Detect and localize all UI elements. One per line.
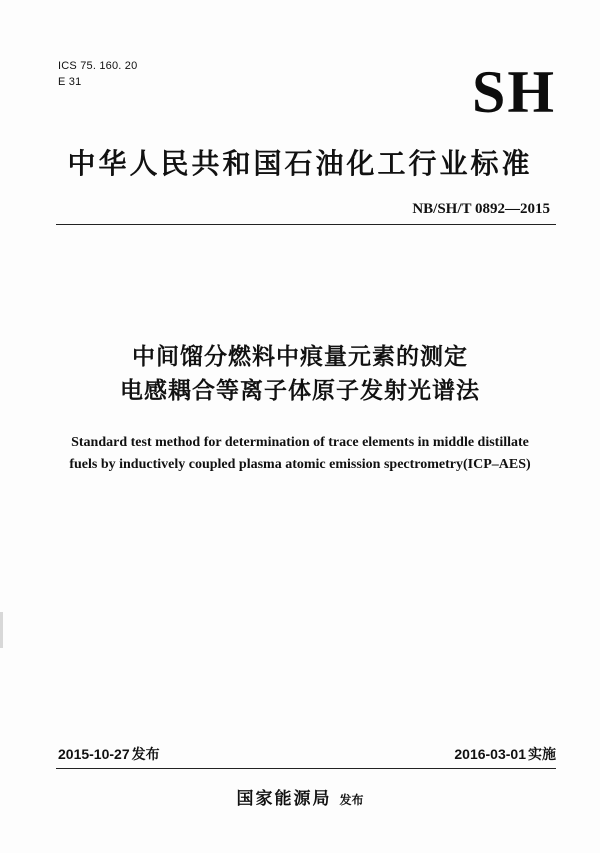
implement-date-block — [454, 744, 556, 765]
publisher — [0, 784, 600, 809]
ccs-code: E 31 — [58, 76, 82, 88]
english-title-line-1: Standard test method for determination of trace elements in middle distillate — [71, 435, 529, 450]
issue-date: 2015-10-27 — [58, 746, 130, 762]
standard-category-title: 中华人民共和国石油化工行业标准 — [67, 147, 533, 180]
scan-edge-mark — [0, 612, 3, 648]
chinese-title — [0, 340, 600, 408]
implement-date: 2016-03-01 — [454, 746, 526, 762]
english-title-line-2: fuels by inductively coupled plasma atomic emission spectrometry(ICP–AES) — [69, 457, 531, 472]
standard-code: NB/SH/T 0892—2015 — [412, 201, 550, 217]
date-row — [58, 744, 556, 764]
bottom-divider — [56, 768, 556, 769]
publisher-name: 国家能源局 — [236, 789, 332, 809]
publisher-action: 发布 — [339, 793, 364, 807]
issue-label: 发布 — [131, 747, 160, 763]
chinese-title-line-1: 中间馏分燃料中痕量元素的测定 — [132, 344, 468, 370]
english-title — [0, 432, 600, 476]
issue-date-block — [58, 744, 160, 765]
top-divider — [56, 224, 556, 225]
ics-code: ICS 75. 160. 20 — [58, 60, 138, 72]
chinese-title-line-2: 电感耦合等离子体原子发射光谱法 — [120, 378, 480, 404]
sh-logo: SH — [471, 59, 556, 125]
classification-codes — [58, 58, 137, 90]
implement-label: 实施 — [528, 747, 556, 763]
